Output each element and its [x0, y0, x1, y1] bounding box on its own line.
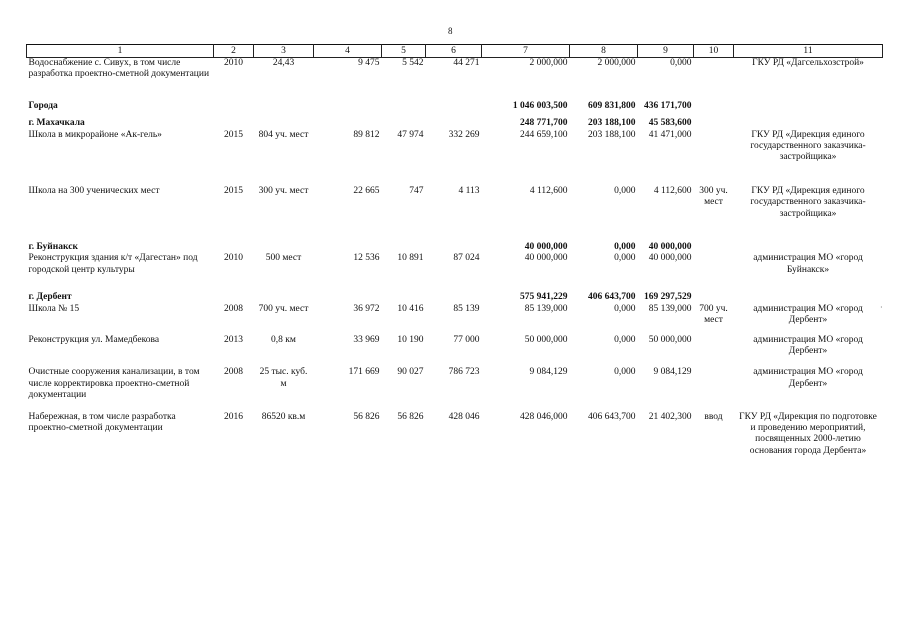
cell-capacity — [254, 292, 314, 303]
cell-cost-col6 — [426, 292, 482, 303]
cell-capacity-entered: 700 уч. мест — [699, 303, 728, 326]
cell-customer: ГКУ РД «Дагсельхозстрой» — [752, 58, 864, 68]
column-number-cell: 3 — [254, 45, 314, 58]
cell-customer: администрация МО «город Буйнакск» — [753, 253, 863, 275]
cell-cost-col5 — [382, 292, 426, 303]
cell-cost-col5: 90 027 — [397, 367, 424, 378]
cell-amount-total: 4 112,600 — [529, 185, 568, 196]
cell-amount-col8: 2 000,000 — [597, 58, 636, 68]
cell-cost-col6 — [426, 118, 482, 129]
cell-object-name: г. Махачкала — [28, 118, 85, 129]
cell-cost-col4 — [314, 101, 382, 112]
cell-customer: ГКУ РД «Дирекция единого государственного заказчика-застройщика» — [750, 185, 866, 219]
cell-amount-col8: 0,000 — [614, 303, 636, 314]
cell-amount-col9: 21 402,300 — [648, 411, 692, 422]
cell-cost-col4: 22 665 — [353, 185, 380, 196]
cell-cost-col5: 5 542 — [402, 58, 424, 68]
cell-amount-col8: 203 188,100 — [588, 129, 636, 140]
page-number: 8 — [448, 26, 453, 36]
cell-object-name: Школа на 300 ученических мест — [28, 185, 160, 196]
cell-year — [214, 242, 254, 253]
cell-capacity — [254, 118, 314, 129]
cell-cost-col4: 36 972 — [353, 303, 380, 314]
cell-cost-col5 — [382, 101, 426, 112]
cell-cost-col4: 89 812 — [353, 129, 380, 140]
section-row — [27, 101, 883, 112]
cell-amount-total: 2 000,000 — [529, 58, 568, 68]
column-number-cell: 10 — [694, 45, 734, 58]
column-number-header — [27, 45, 883, 58]
cell-capacity-entered: 300 уч. мест — [699, 185, 728, 208]
cell-cost-col4: 171 669 — [348, 367, 380, 378]
cell-customer — [734, 118, 883, 129]
row-spacer — [27, 327, 883, 335]
cell-capacity-entered — [694, 242, 734, 253]
cell-customer: ГКУ РД «Дирекция единого государственного заказчика-застройщика» — [750, 129, 866, 163]
cell-cost-col4: 12 536 — [353, 253, 380, 264]
cell-object-name: Реконструкция здания к/т «Дагестан» под городской центр культуры — [28, 253, 198, 275]
cell-year: 2013 — [224, 334, 243, 345]
cell-cost-col6 — [426, 101, 482, 112]
column-number-cell: 6 — [426, 45, 482, 58]
cell-capacity — [254, 101, 314, 112]
cell-capacity-entered: ввод — [704, 411, 723, 422]
cell-year: 2015 — [224, 185, 243, 196]
cell-capacity-entered — [694, 130, 734, 164]
cell-amount-col9: 169 297,529 — [644, 292, 692, 303]
cell-capacity: 24,43 — [272, 58, 295, 68]
cell-object-name: г. Дербент — [28, 292, 72, 303]
row-spacer — [27, 402, 883, 412]
cell-capacity: 804 уч. мест — [258, 129, 309, 140]
cell-amount-col8: 0,000 — [614, 367, 636, 378]
cell-amount-col9: 85 139,000 — [648, 303, 692, 314]
table-row — [27, 58, 883, 81]
cell-capacity-entered — [694, 335, 734, 358]
cell-amount-total: 248 771,700 — [520, 118, 568, 129]
row-spacer — [27, 276, 883, 292]
cell-cost-col5 — [382, 242, 426, 253]
cell-amount-col9: 436 171,700 — [644, 100, 692, 111]
cell-object-name: Школа в микрорайоне «Ак-гель» — [28, 129, 162, 140]
cell-amount-col8: 0,000 — [614, 334, 636, 345]
cell-capacity: 500 мест — [265, 253, 302, 264]
section-row — [27, 292, 883, 303]
cell-customer: администрация МО «город Дербент» — [753, 334, 863, 356]
cell-capacity: 300 уч. мест — [258, 185, 309, 196]
cell-cost-col4 — [314, 292, 382, 303]
cell-cost-col6: 77 000 — [453, 334, 480, 345]
cell-cost-col6: 85 139 — [453, 303, 480, 314]
section-row — [27, 118, 883, 129]
cell-customer: ГКУ РД «Дирекция по подготовке и проведению мероприятий, посвященных 2000-летию основания города Дербента» — [739, 411, 877, 456]
cell-cost-col5: 10 190 — [397, 334, 424, 345]
cell-amount-col9: 9 084,129 — [653, 367, 692, 378]
cell-object-name: Водоснабжение с. Сивух, в том числе разработка проектно-сметной документации — [28, 58, 210, 80]
cell-amount-total: 428 046,000 — [520, 411, 568, 422]
cell-year: 2008 — [224, 367, 243, 378]
cell-capacity: 0,8 км — [271, 334, 296, 345]
cell-amount-total: 575 941,229 — [520, 292, 568, 303]
cell-year: 2015 — [224, 129, 243, 140]
cell-year — [214, 292, 254, 303]
cell-amount-col9: 45 583,600 — [648, 118, 692, 129]
cell-amount-total: 1 046 003,500 — [512, 100, 568, 111]
row-spacer — [27, 81, 883, 101]
cell-amount-total: 40 000,000 — [524, 242, 568, 253]
cell-amount-col9: 40 000,000 — [648, 253, 692, 264]
scan-speck: · — [880, 303, 883, 312]
cell-capacity-entered — [694, 101, 734, 112]
cell-customer: администрация МО «город Дербент» — [753, 367, 863, 389]
cell-amount-col9: 4 112,600 — [653, 185, 692, 196]
column-number-cell: 2 — [214, 45, 254, 58]
cell-cost-col5: 47 974 — [397, 129, 424, 140]
table-row — [27, 335, 883, 358]
cell-capacity — [254, 242, 314, 253]
cell-amount-total: 40 000,000 — [524, 253, 568, 264]
cell-amount-col9: 50 000,000 — [648, 334, 692, 345]
cell-amount-col9: 0,000 — [670, 58, 692, 68]
cell-cost-col4: 9 475 — [358, 58, 380, 68]
table-row — [27, 253, 883, 276]
cell-cost-col5: 10 891 — [397, 253, 424, 264]
row-spacer — [27, 164, 883, 186]
cell-cost-col6: 87 024 — [453, 253, 480, 264]
cell-amount-col8: 406 643,700 — [588, 411, 636, 422]
cell-year: 2016 — [224, 411, 243, 422]
cell-cost-col6: 4 113 — [458, 185, 480, 196]
cell-amount-total: 9 084,129 — [529, 367, 568, 378]
cell-capacity-entered — [694, 118, 734, 129]
cell-capacity: 25 тыс. куб. м — [259, 367, 308, 389]
table-row — [27, 130, 883, 164]
cell-cost-col5 — [382, 118, 426, 129]
cell-amount-col8: 609 831,800 — [588, 100, 636, 111]
column-number-cell: 4 — [314, 45, 382, 58]
column-number-cell: 5 — [382, 45, 426, 58]
cell-year: 2008 — [224, 303, 243, 314]
cell-cost-col6: 44 271 — [453, 58, 480, 68]
table-row — [27, 367, 883, 401]
cell-year — [214, 118, 254, 129]
table-row — [27, 412, 883, 458]
table-row — [27, 186, 883, 220]
cell-cost-col6 — [426, 242, 482, 253]
table-row — [27, 304, 883, 327]
column-number-cell: 7 — [482, 45, 570, 58]
section-row — [27, 242, 883, 253]
column-number-cell: 11 — [734, 45, 883, 58]
cell-cost-col4: 33 969 — [353, 334, 380, 345]
cell-cost-col5: 56 826 — [397, 411, 424, 422]
cell-capacity-entered — [694, 253, 734, 276]
cell-amount-total: 85 139,000 — [524, 303, 568, 314]
table-body — [27, 58, 883, 458]
investment-table — [26, 44, 883, 457]
cell-amount-col8: 203 188,100 — [588, 118, 636, 129]
cell-capacity-entered — [694, 367, 734, 401]
cell-cost-col4: 56 826 — [353, 411, 380, 422]
cell-capacity-entered — [694, 292, 734, 303]
cell-year: 2010 — [224, 253, 243, 264]
cell-customer — [734, 101, 883, 112]
cell-capacity-entered — [694, 58, 734, 81]
row-spacer — [27, 357, 883, 367]
cell-amount-col8: 0,000 — [614, 185, 636, 196]
cell-year: 2010 — [224, 58, 243, 68]
cell-amount-col8: 0,000 — [614, 242, 636, 253]
cell-object-name: г. Буйнакск — [28, 242, 78, 253]
cell-customer — [734, 292, 883, 303]
row-spacer — [27, 220, 883, 242]
cell-year — [214, 101, 254, 112]
cell-object-name: Школа № 15 — [28, 303, 80, 314]
cell-capacity: 700 уч. мест — [258, 303, 309, 314]
cell-cost-col6: 332 269 — [448, 129, 480, 140]
cell-cost-col5: 10 416 — [397, 303, 424, 314]
cell-customer — [734, 242, 883, 253]
cell-cost-col6: 428 046 — [448, 411, 480, 422]
column-number-cell: 9 — [638, 45, 694, 58]
cell-object-name: Реконструкция ул. Мамедбекова — [28, 334, 160, 345]
cell-amount-col9: 40 000,000 — [648, 242, 692, 253]
cell-cost-col4 — [314, 118, 382, 129]
cell-cost-col5: 747 — [409, 185, 424, 196]
column-number-cell: 1 — [27, 45, 214, 58]
cell-amount-col9: 41 471,000 — [648, 129, 692, 140]
column-number-cell: 8 — [570, 45, 638, 58]
cell-amount-col8: 406 643,700 — [588, 292, 636, 303]
cell-amount-total: 50 000,000 — [524, 334, 568, 345]
cell-capacity: 86520 кв.м — [261, 411, 306, 422]
cell-cost-col4 — [314, 242, 382, 253]
cell-object-name: Очистные сооружения канализации, в том числе корректировка проектно-сметной документации — [28, 367, 200, 401]
cell-customer: администрация МО «город Дербент» — [753, 303, 863, 326]
cell-object-name: Набережная, в том числе разработка проектно-сметной документации — [28, 411, 176, 433]
cell-amount-total: 244 659,100 — [520, 129, 568, 140]
cell-object-name: Города — [28, 100, 58, 111]
cell-cost-col6: 786 723 — [448, 367, 480, 378]
cell-amount-col8: 0,000 — [614, 253, 636, 264]
